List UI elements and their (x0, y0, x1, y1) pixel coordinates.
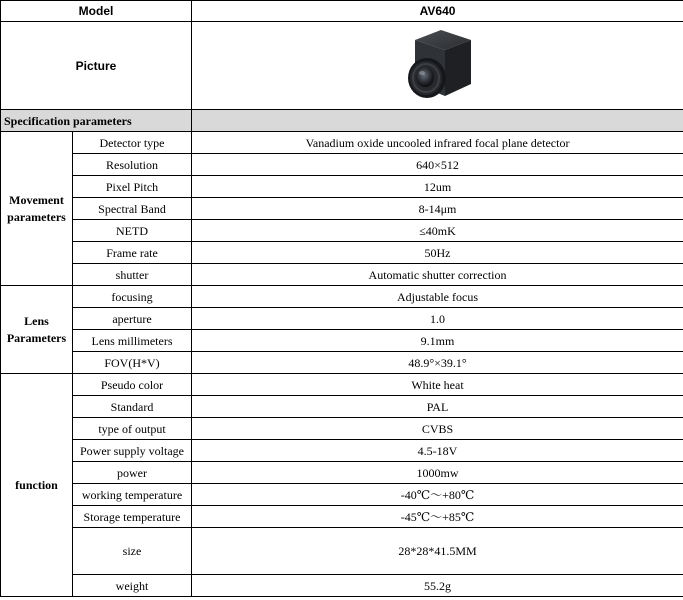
table-row (1, 308, 683, 330)
param-value: Adjustable focus (192, 286, 683, 308)
param-value: 640×512 (192, 154, 683, 176)
table-row (1, 462, 683, 484)
table-row (1, 220, 683, 242)
group-label-movement: Movement parameters (1, 132, 73, 286)
picture-row (1, 22, 683, 110)
param-label: Lens millimeters (73, 330, 192, 352)
picture-cell (192, 22, 683, 110)
model-label: Model (1, 1, 192, 22)
param-value: 1.0 (192, 308, 683, 330)
param-label: weight (73, 575, 192, 597)
table-row (1, 440, 683, 462)
param-label: Spectral Band (73, 198, 192, 220)
param-label: Pseudo color (73, 374, 192, 396)
param-label: FOV(H*V) (73, 352, 192, 374)
table-row (1, 506, 683, 528)
param-label: Pixel Pitch (73, 176, 192, 198)
table-row (1, 528, 683, 575)
param-value: 12um (192, 176, 683, 198)
param-value: 28*28*41.5MM (192, 528, 683, 575)
param-label: aperture (73, 308, 192, 330)
param-label: Storage temperature (73, 506, 192, 528)
param-label: working temperature (73, 484, 192, 506)
param-label: type of output (73, 418, 192, 440)
param-label: NETD (73, 220, 192, 242)
picture-label: Picture (1, 22, 192, 110)
param-label: shutter (73, 264, 192, 286)
section-title: Specification parameters (1, 110, 192, 132)
table-row (1, 396, 683, 418)
table-row (1, 286, 683, 308)
table-row (1, 176, 683, 198)
param-value: PAL (192, 396, 683, 418)
section-fill (192, 110, 683, 132)
param-value: 4.5-18V (192, 440, 683, 462)
thermal-camera-module-icon (393, 26, 483, 106)
model-row (1, 1, 683, 22)
table-row (1, 330, 683, 352)
param-value: White heat (192, 374, 683, 396)
param-label: power (73, 462, 192, 484)
table-row (1, 418, 683, 440)
param-value: 1000mw (192, 462, 683, 484)
table-row (1, 352, 683, 374)
param-value: 55.2g (192, 575, 683, 597)
param-value: 9.1mm (192, 330, 683, 352)
param-value: -45℃～+85℃ (192, 506, 683, 528)
param-value: 48.9°×39.1° (192, 352, 683, 374)
param-value: Automatic shutter correction (192, 264, 683, 286)
section-header-row (1, 110, 683, 132)
param-label: size (73, 528, 192, 575)
table-row (1, 374, 683, 396)
table-row (1, 132, 683, 154)
param-value: CVBS (192, 418, 683, 440)
table-row (1, 484, 683, 506)
table-row (1, 264, 683, 286)
param-label: Detector type (73, 132, 192, 154)
param-label: focusing (73, 286, 192, 308)
param-label: Resolution (73, 154, 192, 176)
group-label-function: function (1, 374, 73, 597)
model-value: AV640 (192, 1, 683, 22)
table-row (1, 575, 683, 597)
table-row (1, 198, 683, 220)
param-value: Vanadium oxide uncooled infrared focal plane detector (192, 132, 683, 154)
table-row (1, 242, 683, 264)
param-value: ≤40mK (192, 220, 683, 242)
param-label: Power supply voltage (73, 440, 192, 462)
param-label: Standard (73, 396, 192, 418)
table-row (1, 154, 683, 176)
param-value: 50Hz (192, 242, 683, 264)
param-value: 8-14μm (192, 198, 683, 220)
param-value: -40℃～+80℃ (192, 484, 683, 506)
group-label-lens: Lens Parameters (1, 286, 73, 374)
param-label: Frame rate (73, 242, 192, 264)
